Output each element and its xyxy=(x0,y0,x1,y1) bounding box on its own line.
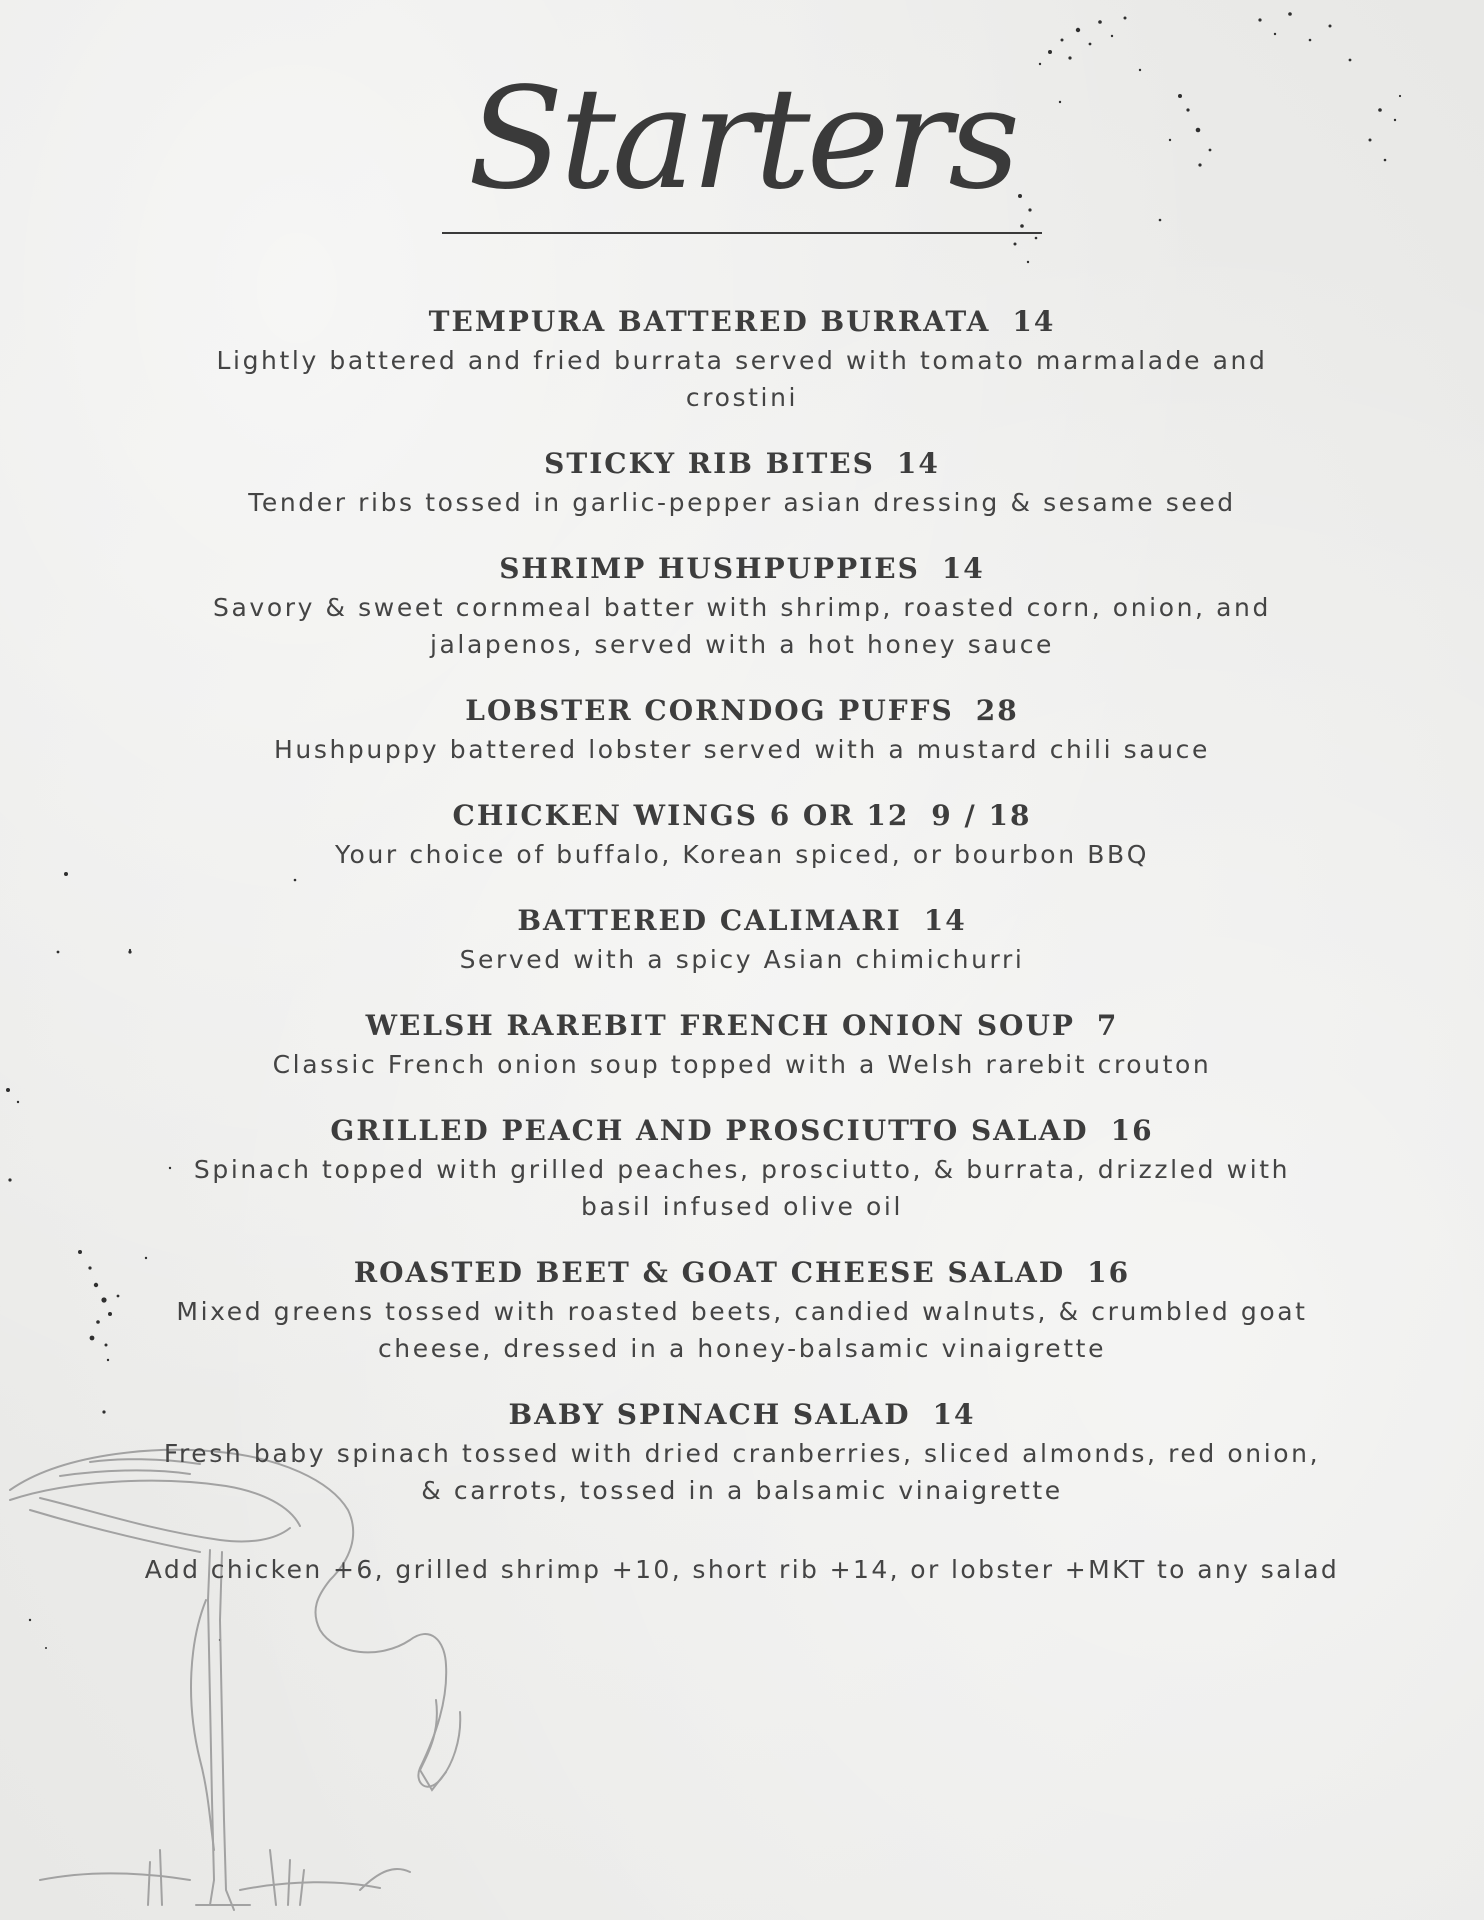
menu-item-price: 14 xyxy=(941,552,985,585)
menu-item xyxy=(142,1006,1342,1083)
menu-item xyxy=(142,444,1342,521)
menu-item-price: 9 / 18 xyxy=(931,799,1032,832)
menu-item-price: 14 xyxy=(1012,305,1056,338)
menu-item-price: 14 xyxy=(896,447,940,480)
menu-item-name: LOBSTER CORNDOG PUFFS xyxy=(465,694,954,727)
menu-item-header xyxy=(142,691,1342,731)
menu-item-name: ROASTED BEET & GOAT CHEESE SALAD xyxy=(353,1256,1066,1289)
menu-item-description: Fresh baby spinach tossed with dried cranberries, sliced almonds, red onion, & carrots, tossed in a balsamic vinaigrette xyxy=(163,1439,1321,1505)
menu-item-header xyxy=(142,1253,1342,1293)
menu-item-description: Your choice of buffalo, Korean spiced, or bourbon BBQ xyxy=(335,840,1149,869)
menu-item-price: 16 xyxy=(1087,1256,1131,1289)
menu-item xyxy=(142,1111,1342,1225)
title-underline xyxy=(442,232,1042,234)
page-title: Starters xyxy=(467,58,1017,221)
menu-item-price: 7 xyxy=(1096,1009,1119,1042)
menu-item-description: Savory & sweet cornmeal batter with shrimp, roasted corn, onion, and jalapenos, served with a hot honey sauce xyxy=(213,593,1271,659)
menu-item-description: Lightly battered and fried burrata served with tomato marmalade and crostini xyxy=(216,346,1268,412)
menu-item-description: Classic French onion soup topped with a Welsh rarebit crouton xyxy=(272,1050,1212,1079)
menu-item xyxy=(142,302,1342,416)
menu-item-header xyxy=(142,302,1342,342)
menu-item-name: GRILLED PEACH AND PROSCIUTTO SALAD xyxy=(330,1114,1089,1147)
menu-item-header xyxy=(142,901,1342,941)
menu-item-name: WELSH RAREBIT FRENCH ONION SOUP xyxy=(365,1009,1075,1042)
menu-item-header xyxy=(142,1111,1342,1151)
menu-item-description: Hushpuppy battered lobster served with a mustard chili sauce xyxy=(274,735,1210,764)
salad-add-on-note: Add chicken +6, grilled shrimp +10, short rib +14, or lobster +MKT to any salad xyxy=(144,1555,1340,1584)
menu-item-name: SHRIMP HUSHPUPPIES xyxy=(499,552,920,585)
menu-item xyxy=(142,1395,1342,1509)
menu-item-description: Tender ribs tossed in garlic-pepper asian dressing & sesame seed xyxy=(248,488,1236,517)
menu-item xyxy=(142,1253,1342,1367)
menu-item xyxy=(142,691,1342,768)
menu-item xyxy=(142,796,1342,873)
menu-item-name: BATTERED CALIMARI xyxy=(517,904,902,937)
menu-item-header xyxy=(142,444,1342,484)
menu-item-name: STICKY RIB BITES xyxy=(544,447,875,480)
menu-item-header xyxy=(142,1395,1342,1435)
menu-item-description: Served with a spicy Asian chimichurri xyxy=(459,945,1025,974)
menu-item-header xyxy=(142,549,1342,589)
menu-item-price: 16 xyxy=(1110,1114,1154,1147)
menu-item xyxy=(142,901,1342,978)
menu-item-header xyxy=(142,1006,1342,1046)
menu-item-price: 14 xyxy=(923,904,967,937)
menu-list xyxy=(142,302,1342,1588)
menu-item-price: 14 xyxy=(932,1398,976,1431)
header xyxy=(0,60,1484,260)
menu-item-description: Spinach topped with grilled peaches, prosciutto, & burrata, drizzled with basil infused olive oil xyxy=(193,1155,1291,1221)
menu-item-header xyxy=(142,796,1342,836)
menu-item-name: TEMPURA BATTERED BURRATA xyxy=(428,305,991,338)
menu-item-description: Mixed greens tossed with roasted beets, candied walnuts, & crumbled goat cheese, dressed in a honey-balsamic vinaigrette xyxy=(176,1297,1308,1363)
menu-item-name: BABY SPINACH SALAD xyxy=(508,1398,911,1431)
menu-item-name: CHICKEN WINGS 6 OR 12 xyxy=(452,799,910,832)
menu-item xyxy=(142,549,1342,663)
menu-item-price: 28 xyxy=(975,694,1019,727)
